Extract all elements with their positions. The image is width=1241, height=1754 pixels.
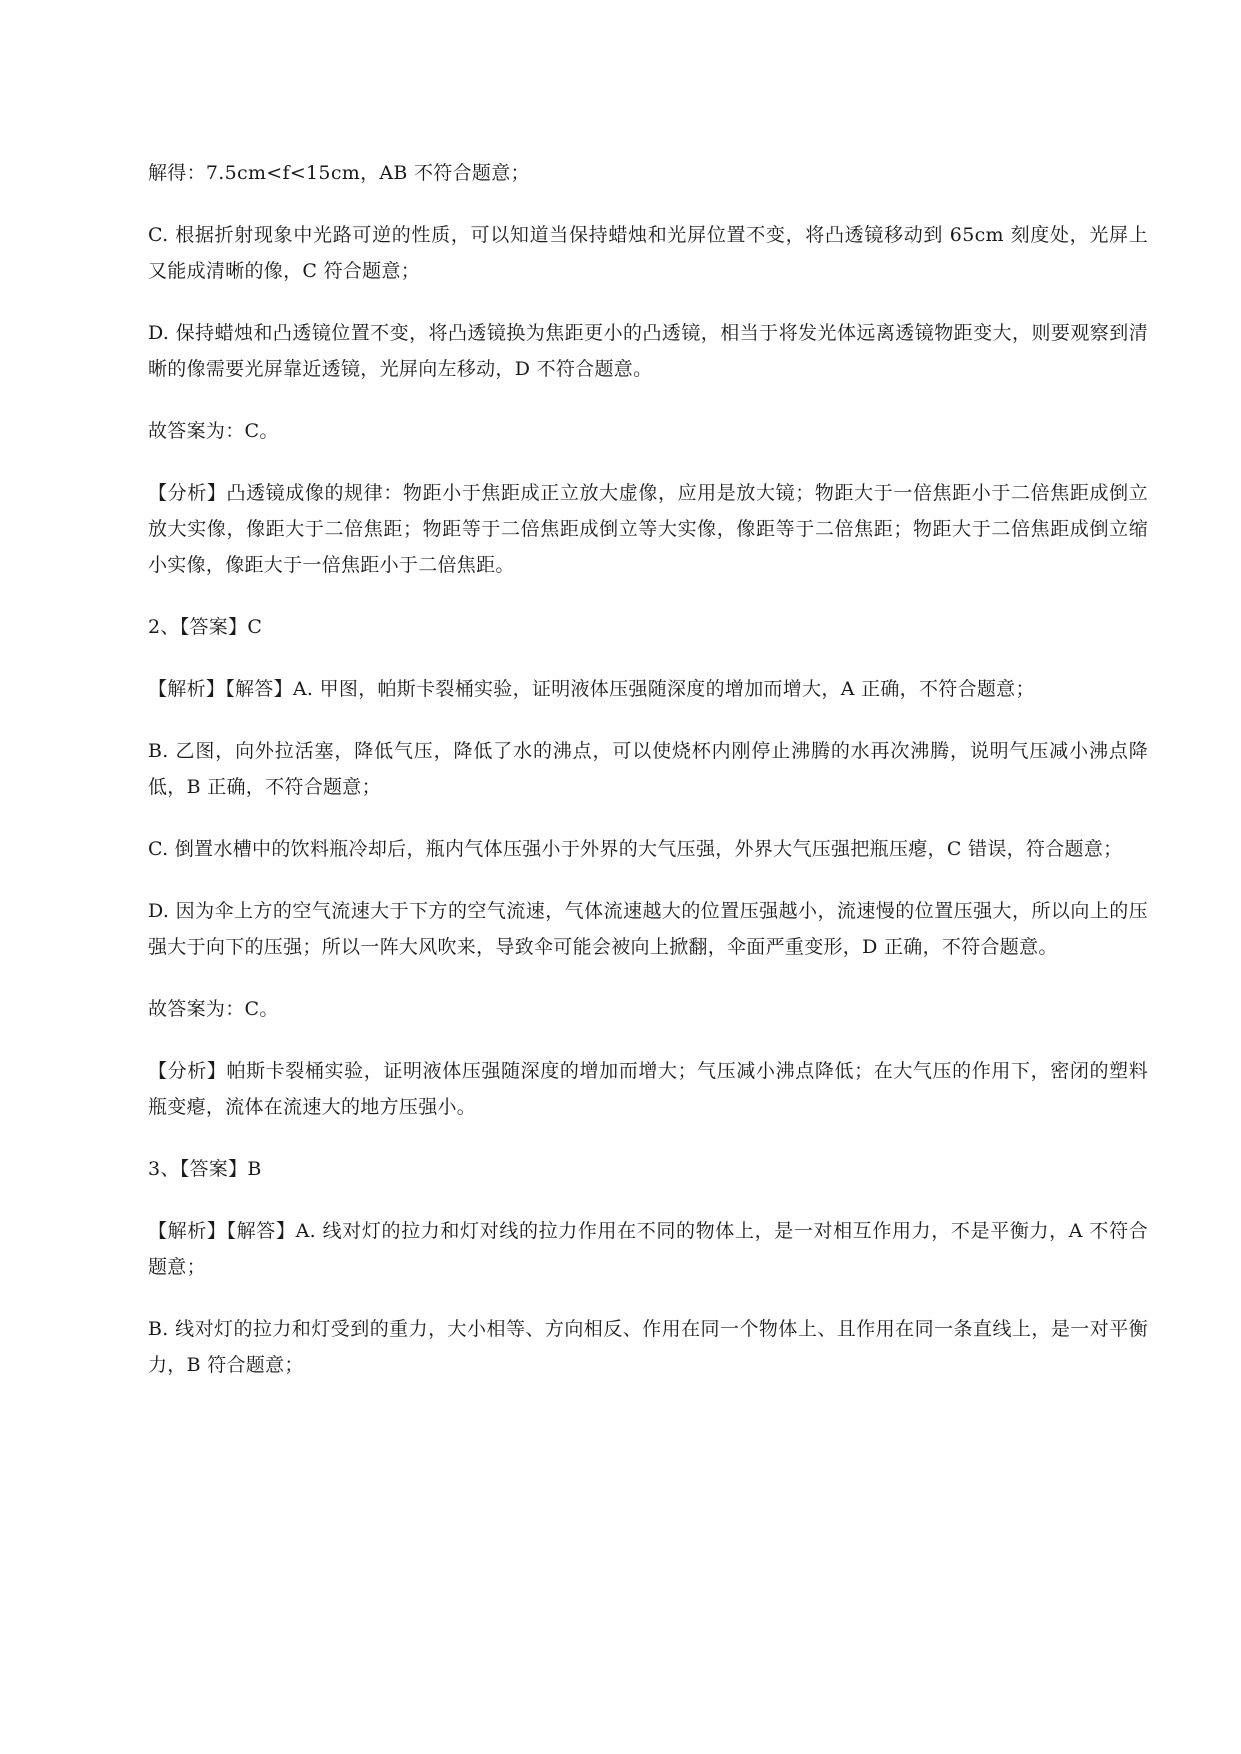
option-c-explanation: C. 根据折射现象中光路可逆的性质，可以知道当保持蜡烛和光屏位置不变，将凸透镜移动到 65cm 刻度处，光屏上又能成清晰的像，C 符合题意； bbox=[148, 224, 1148, 282]
question-2-answer: 2、【答案】C bbox=[148, 616, 263, 638]
q2-option-c-explanation: C. 倒置水槽中的饮料瓶冷却后，瓶内气体压强小于外界的大气压强，外界大气压强把瓶压瘪，C 错误，符合题意； bbox=[148, 838, 1123, 860]
q2-analysis-text: 【分析】帕斯卡裂桶实验，证明液体压强随深度的增加而增大；气压减小沸点降低；在大气压的作用下，密闭的塑料瓶变瘪，流体在流速大的地方压强小。 bbox=[148, 1060, 1148, 1118]
q2-answer-summary: 故答案为：C。 bbox=[148, 998, 279, 1020]
q3-option-a-explanation: 【解析】【解答】A. 线对灯的拉力和灯对线的拉力作用在不同的物体上，是一对相互作用力，不是平衡力，A 不符合题意； bbox=[148, 1220, 1148, 1278]
q2-option-d-explanation: D. 因为伞上方的空气流速大于下方的空气流速，气体流速越大的位置压强越小，流速慢的位置压强大，所以向上的压强大于向下的压强；所以一阵大风吹来，导致伞可能会被向上掀翻，伞面严重变形，D 正确，不符合题意。 bbox=[148, 900, 1148, 958]
q2-option-a-explanation: 【解析】【解答】A. 甲图，帕斯卡裂桶实验，证明液体压强随深度的增加而增大，A 正确，不符合题意； bbox=[148, 678, 1035, 700]
solution-result-text: 解得：7.5cm<f<15cm，AB 不符合题意； bbox=[148, 162, 530, 184]
q3-option-b-explanation: B. 线对灯的拉力和灯受到的重力，大小相等、方向相反、作用在同一个物体上、且作用在同一条直线上，是一对平衡力，B 符合题意； bbox=[148, 1318, 1148, 1376]
q2-option-b-explanation: B. 乙图，向外拉活塞，降低气压，降低了水的沸点，可以使烧杯内刚停止沸腾的水再次沸腾，说明气压减小沸点降低，B 正确，不符合题意； bbox=[148, 740, 1148, 798]
option-d-explanation: D. 保持蜡烛和凸透镜位置不变，将凸透镜换为焦距更小的凸透镜，相当于将发光体远离透镜物距变大，则要观察到清晰的像需要光屏靠近透镜，光屏向左移动，D 不符合题意。 bbox=[148, 322, 1148, 380]
analysis-text: 【分析】凸透镜成像的规律：物距小于焦距成正立放大虚像，应用是放大镜；物距大于一倍焦距小于二倍焦距成倒立放大实像，像距大于二倍焦距；物距等于二倍焦距成倒立等大实像，像距等于二倍焦距；物距大于二倍焦距成倒立缩小实像，像距大于一倍焦距小于二倍焦距。 bbox=[148, 482, 1148, 576]
question-3-answer: 3、【答案】B bbox=[148, 1158, 262, 1180]
document-page bbox=[148, 155, 1148, 1409]
answer-summary: 故答案为：C。 bbox=[148, 420, 279, 442]
